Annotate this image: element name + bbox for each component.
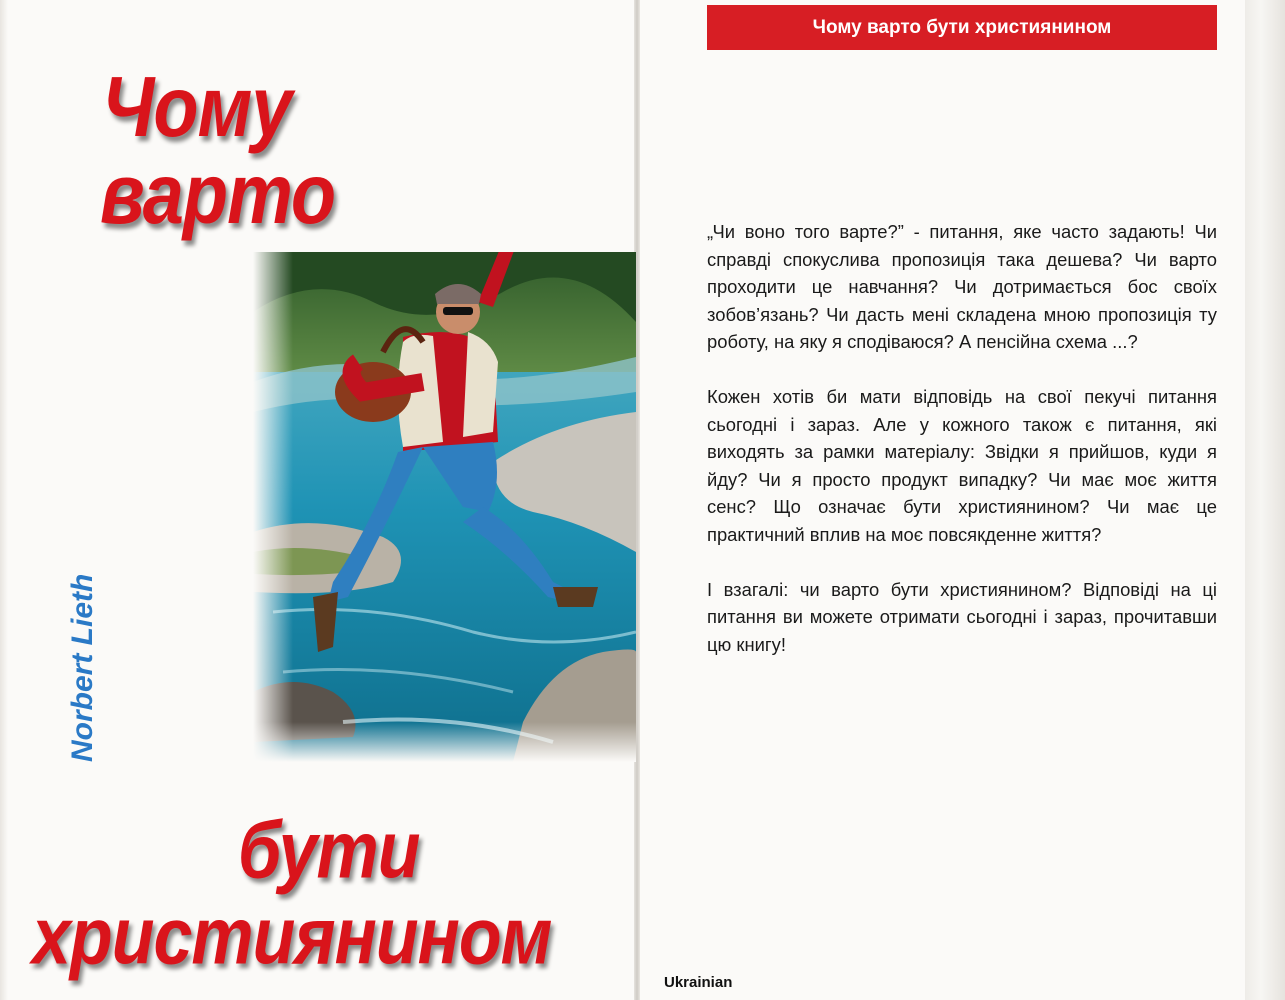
back-cover-header-band: [707, 5, 1217, 50]
blurb-paragraph-1: „Чи воно того варте?” - питання, яке часто задають! Чи справді спокуслива пропозиція така дешева? Чи варто проходити це навчання? Чи дотримається бос своїх зобов’язань? Чи дасть мені складена мною пропозиція ту роботу, на яку я сподіваюся? А пенсійна схема ...?: [707, 221, 1217, 353]
jumping-man-river-illustration: [253, 252, 636, 762]
language-label: Ukrainian: [664, 974, 733, 991]
blurb-paragraph-2: Кожен хотів би мати відповідь на свої пекучі питання сьогодні і зараз. Але у кожного також є питання, які виходять за рамки матеріалу: Звідки я прийшов, куди я йду? Чи я просто продукт випадку? Чи має моє життя сенс? Що означає бути християнином? Чи має це практичний вплив на моє повсякденне життя?: [707, 385, 1217, 545]
cover-title-line-1: Чому: [102, 59, 292, 155]
cover-title-line-2: варто: [100, 146, 336, 242]
cover-title-line-3: бути: [238, 805, 420, 895]
back-cover-header: Чому варто бути християнином: [812, 16, 1112, 38]
blurb-paragraph-3: І взагалі: чи варто бути християнином? Відповіді на ці питання ви можете отримати сьогодні і зараз, прочитавши цю книгу!: [707, 578, 1217, 655]
back-cover-blurb: [707, 218, 1217, 685]
cover-title-line-4: християнином: [32, 891, 552, 981]
cover-photo: [253, 252, 636, 762]
cover-edge: [0, 0, 8, 1000]
page-edge: [1245, 0, 1285, 1000]
author-name: Norbert Lieth: [66, 573, 99, 762]
